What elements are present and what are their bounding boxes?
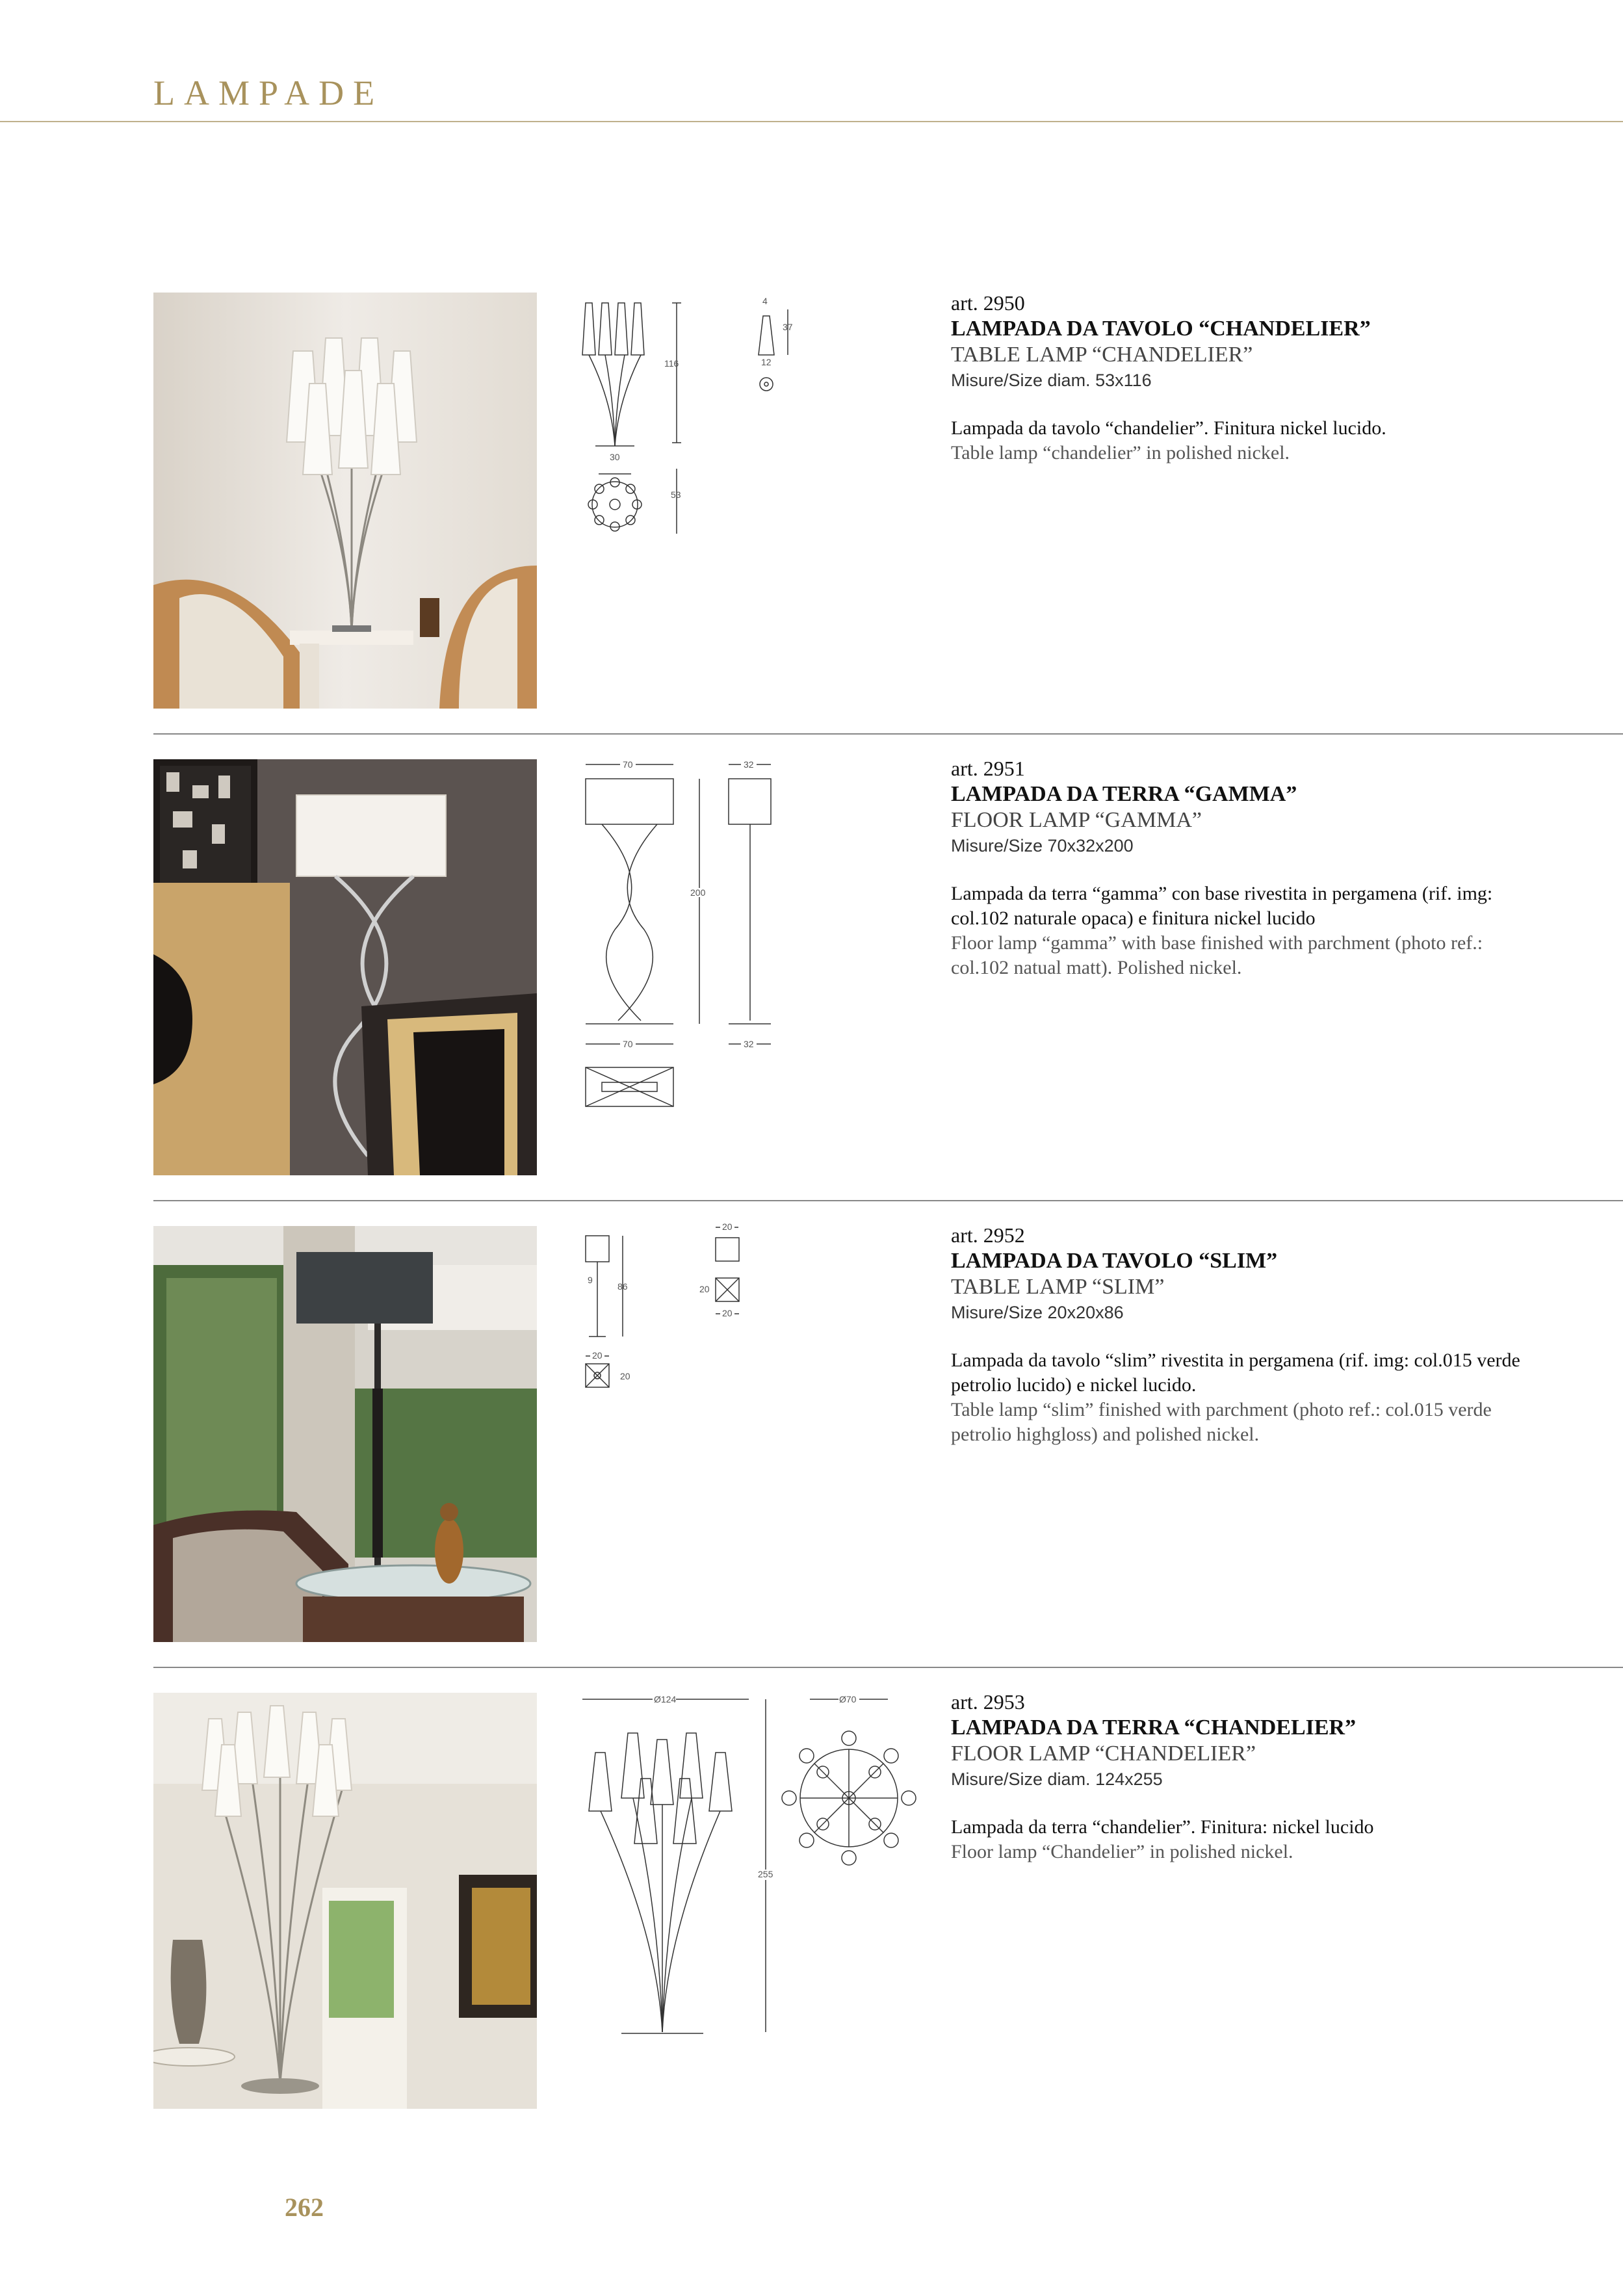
product-size: Misure/Size 20x20x86 [951,1303,1124,1322]
dim-top-side: 20 [722,1221,733,1232]
dim-shade-width: 12 [761,357,772,367]
article-number: art. 2951 [951,757,1025,780]
product-name-en: TABLE LAMP “SLIM” [951,1275,1165,1299]
dim-shade-top: 4 [762,296,768,306]
article-number: art. 2953 [951,1690,1025,1714]
description-it: Lampada da terra “gamma” con base rivestita in pergamena (rif. img: col.102 naturale opaca) e finitura nickel lucido [951,883,1493,929]
product-size: Misure/Size diam. 124x255 [951,1769,1163,1789]
technical-drawing-2953 [576,1688,940,2058]
product-photo-2952 [153,1226,537,1642]
dim-plan-side: 20 [722,1308,733,1318]
section-divider [153,1667,1623,1668]
dim-width: 70 [623,759,633,770]
dim-top-diameter: Ø70 [839,1694,857,1704]
description-it: Lampada da tavolo “slim” rivestita in pergamena (rif. img: col.015 verde petrolio lucido) e nickel lucido. [951,1350,1520,1396]
description-en: Floor lamp “Chandelier” in polished nickel. [951,1841,1293,1862]
dim-base-depth: 32 [744,1039,754,1049]
product-name-it: LAMPADA DA TAVOLO “SLIM” [951,1249,1278,1273]
dim-height: 116 [664,358,679,369]
dim-height: 200 [690,887,706,898]
dim-height: 86 [617,1281,628,1292]
product-size: Misure/Size 70x32x200 [951,836,1134,855]
product-photo-2951 [153,759,537,1175]
dim-shade-height: 37 [783,322,793,332]
article-number: art. 2950 [951,291,1025,315]
technical-drawing-2950 [576,290,810,537]
product-info-2952 [951,1222,1536,1447]
dim-base-depth: 20 [620,1371,630,1381]
description-en: Table lamp “chandelier” in polished nickel. [951,442,1290,463]
description-it: Lampada da tavolo “chandelier”. Finitura nickel lucido. [951,417,1386,439]
product-info-2953 [951,1689,1536,1864]
description-en: Floor lamp “gamma” with base finished with parchment (photo ref.: col.102 natual matt). Polished nickel. [951,932,1483,978]
product-name-it: LAMPADA DA TERRA “GAMMA” [951,782,1297,806]
technical-drawing-2952 [576,1220,771,1415]
product-name-it: LAMPADA DA TERRA “CHANDELIER” [951,1715,1357,1740]
product-name-en: TABLE LAMP “CHANDELIER” [951,343,1253,367]
dim-depth: 53 [671,489,681,500]
description-en: Table lamp “slim” finished with parchment (photo ref.: col.015 verde petrolio highgloss) and polished nickel. [951,1399,1492,1445]
dim-base-width: 70 [623,1039,633,1049]
dim-width: 30 [610,452,620,462]
product-info-2950 [951,290,1536,465]
dim-depth: 32 [744,759,754,770]
product-name-en: FLOOR LAMP “GAMMA” [951,808,1202,832]
page-number: 262 [285,2193,324,2222]
product-size: Misure/Size diam. 53x116 [951,371,1152,390]
page-title: LAMPADE [153,73,384,112]
dim-base-side: 20 [592,1350,603,1361]
header-rule [0,121,1623,122]
product-name-it: LAMPADA DA TAVOLO “CHANDELIER” [951,317,1371,341]
section-divider [153,733,1623,735]
product-info-2951 [951,755,1536,980]
article-number: art. 2952 [951,1223,1025,1247]
dim-plan-depth: 20 [699,1284,710,1294]
dim-shade: 9 [588,1275,593,1285]
dim-height: 255 [758,1869,773,1879]
product-photo-2953 [153,1693,537,2109]
description-it: Lampada da terra “chandelier”. Finitura: nickel lucido [951,1816,1374,1838]
product-name-en: FLOOR LAMP “CHANDELIER” [951,1742,1256,1766]
section-divider [153,1200,1623,1201]
product-photo-2950 [153,293,537,709]
technical-drawing-2951 [576,754,810,1118]
dim-diameter: Ø124 [654,1694,677,1704]
